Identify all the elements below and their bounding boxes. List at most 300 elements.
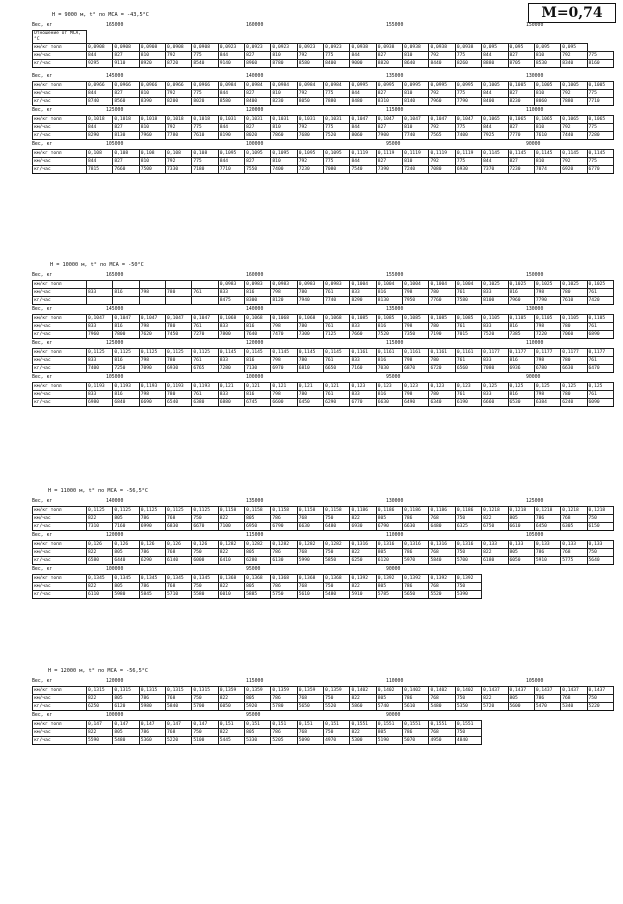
table-cell: 7080 [324, 166, 350, 174]
table-cell: 6090 [587, 399, 613, 407]
mass-value: 110000 [526, 108, 544, 113]
table-cell: 0,108 [113, 149, 139, 157]
table-row [33, 728, 614, 736]
table-cell: 0,0923 [271, 43, 297, 51]
table-cell: 0,1047 [139, 314, 165, 322]
table-cell: 0,0995 [455, 81, 481, 89]
table-row [33, 166, 614, 174]
table-cell: 6305 [561, 523, 587, 531]
table-cell: 5220 [587, 703, 613, 711]
table-cell: 844 [218, 51, 244, 59]
table-cell: 0,147 [139, 720, 165, 728]
table-cell: 0,0966 [139, 81, 165, 89]
table-cell: 844 [87, 89, 113, 97]
table-cell: 0,123 [403, 382, 429, 390]
table-cell: 833 [482, 390, 508, 398]
table-cell: 822 [350, 728, 376, 736]
table-cell: 0,1145 [482, 149, 508, 157]
table-cell: 5520 [324, 703, 350, 711]
mass-value: 95000 [386, 142, 401, 147]
table-row [33, 694, 614, 702]
table-cell: 7500 [139, 166, 165, 174]
table-cell: 8290 [350, 297, 376, 305]
table-cell: 0,108 [192, 149, 218, 157]
table-cell: 0,126 [87, 540, 113, 548]
table-cell: 8230 [508, 98, 534, 106]
table-cell: 798 [139, 322, 165, 330]
table-cell: 805 [245, 582, 271, 590]
table-cell: 7710 [218, 166, 244, 174]
table-cell: 7800 [113, 331, 139, 339]
table-cell: 8530 [534, 60, 560, 68]
table-cell [166, 297, 192, 305]
table-cell: 0,1315 [166, 686, 192, 694]
table-cell: 805 [508, 514, 534, 522]
mass-value: 90000 [526, 375, 541, 380]
table-cell: 798 [271, 322, 297, 330]
table-cell [350, 30, 376, 43]
table-cell: 0,1345 [166, 574, 192, 582]
row-label: кг/час [33, 703, 87, 711]
table-cell: 5610 [403, 703, 429, 711]
table-cell: 0,1065 [508, 115, 534, 123]
table-cell: 805 [113, 694, 139, 702]
table-cell: 805 [376, 694, 402, 702]
table-cell: 0,1031 [297, 115, 323, 123]
data-table [32, 574, 614, 600]
table-cell: 792 [297, 89, 323, 97]
table-cell: 8400 [324, 60, 350, 68]
table-cell: 0,095 [482, 43, 508, 51]
table-cell: 816 [508, 322, 534, 330]
table-cell: 6240 [561, 399, 587, 407]
table-cell: 6720 [429, 365, 455, 373]
row-label: км/час [33, 89, 87, 97]
table-cell [534, 720, 560, 728]
table-cell: 780 [166, 390, 192, 398]
row-label: км/кг топл [33, 574, 87, 582]
table-row [33, 548, 614, 556]
table-cell: 5775 [561, 557, 587, 565]
table-cell: 8580 [218, 98, 244, 106]
table-cell: 0,1177 [508, 348, 534, 356]
table-cell: 768 [297, 728, 323, 736]
mass-value: 110000 [526, 341, 544, 346]
table-cell: 0,1125 [139, 506, 165, 514]
data-table [32, 686, 614, 712]
mass-value: 90000 [386, 567, 401, 572]
mass-value: 140000 [246, 74, 264, 79]
table-cell: 805 [245, 514, 271, 522]
table-cell: 761 [192, 288, 218, 296]
table-cell: 0,1359 [297, 686, 323, 694]
mass-row [32, 142, 614, 149]
mass-row-label: Вес, кг [32, 567, 53, 572]
table-cell: 0,0983 [218, 280, 244, 288]
table-cell [534, 574, 560, 582]
table-cell: 0,1368 [271, 574, 297, 582]
mass-row [32, 679, 614, 686]
mass-value: 125000 [526, 499, 544, 504]
table-cell: 7550 [245, 166, 271, 174]
table-cell: 827 [245, 123, 271, 131]
table-cell: 0,1018 [113, 115, 139, 123]
table-cell: 5850 [324, 557, 350, 565]
table-cell [139, 280, 165, 288]
mass-row-label: Вес, кг [32, 533, 53, 538]
mass-value: 115000 [246, 679, 264, 684]
table-cell [587, 720, 613, 728]
table-cell: 7540 [350, 166, 376, 174]
table-cell: 768 [166, 514, 192, 522]
table-cell: 0,1095 [245, 149, 271, 157]
table-cell: 7230 [297, 166, 323, 174]
table-cell: 810 [139, 157, 165, 165]
table-cell: 822 [350, 582, 376, 590]
row-label: кг/час [33, 132, 87, 140]
table-cell: 0,0966 [113, 81, 139, 89]
mass-value: 130000 [526, 74, 544, 79]
table-cell: 810 [534, 157, 560, 165]
table-cell [271, 30, 297, 43]
table-cell: 792 [297, 51, 323, 59]
table-cell: 0,1345 [113, 574, 139, 582]
table-cell: 5520 [429, 591, 455, 599]
table-cell: 7620 [139, 331, 165, 339]
table-cell: 775 [455, 51, 481, 59]
table-cell: 833 [482, 356, 508, 364]
table-cell: 5650 [403, 591, 429, 599]
table-cell: 780 [166, 322, 192, 330]
table-cell: 0,1193 [87, 382, 113, 390]
table-cell: 827 [245, 157, 271, 165]
mass-value: 150000 [526, 23, 544, 28]
table-cell: 0,0984 [271, 81, 297, 89]
table-cell: 7385 [508, 331, 534, 339]
table-cell: 6250 [350, 557, 376, 565]
table-cell: 827 [113, 123, 139, 131]
table-cell: 7220 [534, 331, 560, 339]
table-cell: 0,1551 [350, 720, 376, 728]
table-cell: 7400 [87, 365, 113, 373]
table-cell: 792 [166, 89, 192, 97]
data-block [32, 74, 614, 106]
table-cell: 6750 [482, 523, 508, 531]
table-cell: 0,1065 [534, 115, 560, 123]
row-label: км/час [33, 514, 87, 522]
table-cell: 786 [271, 548, 297, 556]
table-cell: 0,1047 [166, 314, 192, 322]
table-cell [324, 30, 350, 43]
mass-row [32, 341, 614, 348]
table-cell: 8820 [376, 60, 402, 68]
table-cell: 0,0966 [192, 81, 218, 89]
mass-row [32, 74, 614, 81]
table-cell: 0,133 [482, 540, 508, 548]
mass-row [32, 23, 614, 30]
table-cell: 750 [324, 548, 350, 556]
table-cell: 761 [587, 356, 613, 364]
table-cell: 768 [166, 582, 192, 590]
table-cell: 786 [139, 582, 165, 590]
table-cell: 775 [192, 51, 218, 59]
table-cell: 0,1005 [587, 81, 613, 89]
table-cell: 833 [482, 288, 508, 296]
table-cell: 0,151 [218, 720, 244, 728]
table-cell: 761 [324, 322, 350, 330]
row-label: кг/час [33, 331, 87, 339]
table-cell: 750 [455, 514, 481, 522]
table-cell [87, 297, 113, 305]
table-cell [561, 728, 587, 736]
table-cell: 0,1005 [508, 81, 534, 89]
table-cell [139, 297, 165, 305]
data-block [32, 273, 614, 305]
table-cell: 5910 [350, 591, 376, 599]
table-cell: 6630 [561, 365, 587, 373]
table-cell: 768 [429, 548, 455, 556]
table-cell [508, 591, 534, 599]
table-cell: 0,1004 [403, 280, 429, 288]
table-cell: 0,1186 [455, 506, 481, 514]
mass-value: 160000 [246, 23, 264, 28]
mass-row-label: Вес, кг [32, 375, 53, 380]
table-cell: 0,0938 [350, 43, 376, 51]
table-cell: 7470 [271, 331, 297, 339]
table-cell: 8190 [218, 132, 244, 140]
table-cell [534, 728, 560, 736]
row-label: км/час [33, 123, 87, 131]
data-table [32, 382, 614, 408]
row-label: км/кг топл [33, 506, 87, 514]
table-cell: 8340 [561, 60, 587, 68]
table-cell: 805 [508, 548, 534, 556]
table-cell: 6384 [534, 399, 560, 407]
table-cell: 750 [324, 582, 350, 590]
data-block [32, 499, 614, 531]
row-label: кг/час [33, 591, 87, 599]
row-label: кг/час [33, 98, 87, 106]
row-label: км/кг топл [33, 348, 87, 356]
table-cell: 8560 [113, 98, 139, 106]
table-cell: 5090 [297, 737, 323, 745]
table-cell: 8160 [587, 60, 613, 68]
table-cell [561, 737, 587, 745]
table-cell: 7390 [376, 166, 402, 174]
mass-row-label: Вес, кг [32, 74, 53, 79]
table-cell: 0,1047 [429, 115, 455, 123]
table-cell: 7780 [166, 132, 192, 140]
table-cell: 750 [192, 728, 218, 736]
table-cell: 810 [271, 123, 297, 131]
table-cell: 5710 [166, 591, 192, 599]
data-block [32, 341, 614, 373]
table-cell: 798 [403, 390, 429, 398]
mass-value: 115000 [386, 108, 404, 113]
table-cell: 8290 [87, 132, 113, 140]
table-cell: 0,1161 [455, 348, 481, 356]
table-cell: 5590 [87, 737, 113, 745]
table-cell: 5700 [192, 703, 218, 711]
table-cell: 780 [561, 288, 587, 296]
table-cell: 6630 [297, 523, 323, 531]
mass-value: 135000 [386, 307, 404, 312]
table-cell: 0,095 [561, 43, 587, 51]
table-cell: 0,1025 [534, 280, 560, 288]
table-cell: 827 [376, 157, 402, 165]
table-cell: 0,1105 [561, 314, 587, 322]
table-cell: 761 [587, 288, 613, 296]
table-cell: 5445 [218, 737, 244, 745]
table-cell: 7640 [245, 331, 271, 339]
table-cell: 750 [192, 694, 218, 702]
table-cell [482, 728, 508, 736]
table-cell: 0,1282 [271, 540, 297, 548]
table-cell: 810 [403, 51, 429, 59]
table-cell: 0,1218 [508, 506, 534, 514]
table-cell: 7710 [587, 98, 613, 106]
table-cell: 0,121 [245, 382, 271, 390]
table-cell: 6180 [482, 557, 508, 565]
table-cell: 8140 [403, 98, 429, 106]
table-cell: 6010 [218, 591, 244, 599]
table-cell: 761 [192, 390, 218, 398]
table-cell: 0,0984 [324, 81, 350, 89]
table-cell: 7860 [271, 132, 297, 140]
table-cell: 0,1145 [245, 348, 271, 356]
table-cell: 0,1125 [113, 506, 139, 514]
data-block [32, 679, 614, 711]
table-cell: 0,125 [508, 382, 534, 390]
table-cell: 0,108 [87, 149, 113, 157]
mass-row [32, 499, 614, 506]
table-cell: 7300 [297, 331, 323, 339]
table-cell: 775 [192, 157, 218, 165]
table-cell: 0,1161 [376, 348, 402, 356]
table-cell: 761 [455, 356, 481, 364]
table-row [33, 149, 614, 157]
table-cell: 761 [455, 288, 481, 296]
table-cell [561, 591, 587, 599]
table-cell: 0,1119 [429, 149, 455, 157]
table-cell: 827 [376, 51, 402, 59]
table-cell: 6765 [192, 365, 218, 373]
table-cell: 7800 [218, 331, 244, 339]
table-cell: 5070 [403, 737, 429, 745]
table-row [33, 297, 614, 305]
table-cell: 0,1047 [113, 314, 139, 322]
table-cell: 0,1065 [587, 115, 613, 123]
table-row [33, 43, 614, 51]
altitude-header: H = 11000 м, t° по МСА = -56,5°C [48, 488, 148, 494]
table-cell: 0,1368 [218, 574, 244, 582]
table-cell: 798 [403, 288, 429, 296]
table-cell [482, 574, 508, 582]
table-cell: 7925 [482, 132, 508, 140]
table-cell [508, 737, 534, 745]
table-cell: 7880 [324, 98, 350, 106]
table-cell: 761 [455, 322, 481, 330]
mass-value: 115000 [246, 533, 264, 538]
table-cell: 761 [192, 356, 218, 364]
table-cell: 844 [350, 123, 376, 131]
table-cell: 775 [455, 157, 481, 165]
table-cell: 0,1105 [534, 314, 560, 322]
table-cell: 0,121 [218, 382, 244, 390]
table-cell: 786 [271, 694, 297, 702]
table-cell: 0,0983 [324, 280, 350, 288]
table-cell: 792 [429, 51, 455, 59]
table-cell: 0,1145 [587, 149, 613, 157]
table-cell: 5840 [166, 703, 192, 711]
table-cell: 816 [508, 390, 534, 398]
table-cell: 798 [271, 356, 297, 364]
table-cell: 0,1125 [166, 506, 192, 514]
table-row [33, 720, 614, 728]
table-cell: 7680 [297, 132, 323, 140]
table-cell: 0,1018 [192, 115, 218, 123]
table-cell: 6325 [455, 523, 481, 531]
table-cell: 0,151 [324, 720, 350, 728]
table-cell: 0,1145 [297, 348, 323, 356]
table-cell: 0,0908 [87, 43, 113, 51]
table-cell: 0,0923 [218, 43, 244, 51]
table-cell: 7610 [534, 132, 560, 140]
table-cell: 822 [218, 548, 244, 556]
table-cell: 5650 [297, 703, 323, 711]
table-cell: 0,1359 [245, 686, 271, 694]
table-cell: 0,1161 [350, 348, 376, 356]
table-cell: 0,1177 [534, 348, 560, 356]
table-cell: 6190 [455, 399, 481, 407]
table-cell: 822 [87, 694, 113, 702]
table-cell: 768 [429, 514, 455, 522]
table-cell: 833 [218, 288, 244, 296]
table-cell: 6630 [403, 523, 429, 531]
table-cell [139, 30, 165, 43]
table-cell: 822 [482, 548, 508, 556]
table-cell: 6250 [87, 703, 113, 711]
table-cell: 844 [350, 51, 376, 59]
table-cell: 0,1402 [403, 686, 429, 694]
data-table [32, 540, 614, 566]
table-cell: 5350 [455, 703, 481, 711]
table-cell: 827 [245, 89, 271, 97]
table-cell: 0,1392 [429, 574, 455, 582]
table-cell: 0,121 [324, 382, 350, 390]
table-cell: 0,1437 [534, 686, 560, 694]
table-cell: 816 [113, 356, 139, 364]
table-cell: 750 [192, 582, 218, 590]
table-cell: 0,1119 [455, 149, 481, 157]
table-cell: 792 [561, 89, 587, 97]
table-cell: 6810 [297, 365, 323, 373]
table-row [33, 157, 614, 165]
row-label: км/час [33, 157, 87, 165]
table-cell [87, 280, 113, 288]
table-cell: 805 [245, 694, 271, 702]
table-cell: 0,1068 [324, 314, 350, 322]
row-label: кг/час [33, 557, 87, 565]
table-cell: 7520 [376, 331, 402, 339]
mass-value: 135000 [246, 499, 264, 504]
row-label: кг/час [33, 166, 87, 174]
table-cell: 7160 [113, 523, 139, 531]
table-cell: 0,0938 [376, 43, 402, 51]
table-cell: 805 [376, 728, 402, 736]
table-cell: 8300 [245, 297, 271, 305]
table-cell [87, 30, 113, 43]
